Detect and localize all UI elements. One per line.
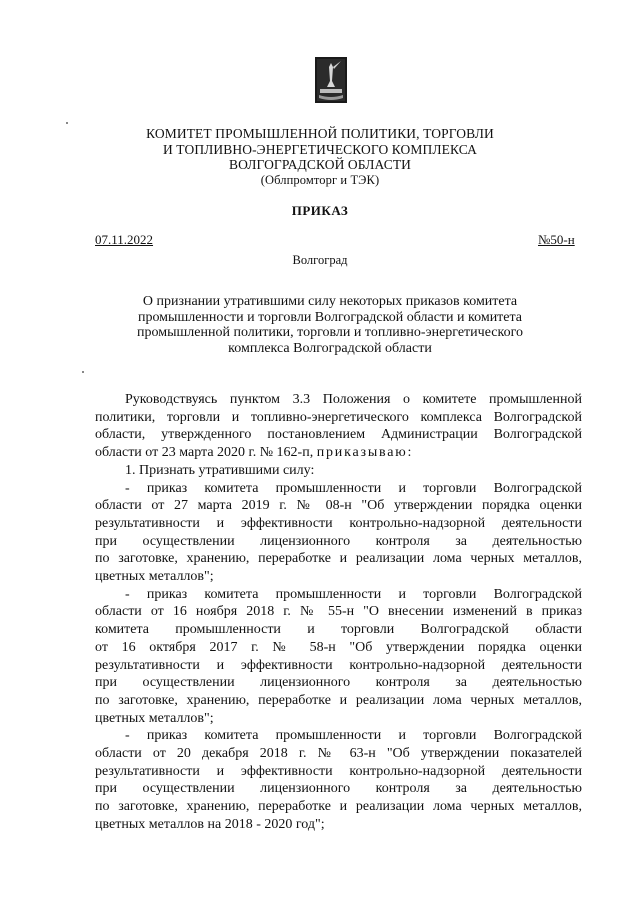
body-line: области от 16 ноября 2018 г. № 55-н "О внесении изменений в приказ (95, 604, 582, 620)
org-name-line-3: ВОЛГОГРАДСКОЙ ОБЛАСТИ (228, 157, 412, 172)
body-line: при осуществлении лицензионного контроля за деятельностью (95, 533, 582, 549)
document-number: №50-н (538, 232, 575, 247)
body-line: Руководствуясь пунктом 3.3 Положения о комитете промышленной (125, 392, 582, 407)
body-line: - приказ комитета промышленности и торговли Волгоградской (125, 728, 582, 744)
preamble-end: области от 23 марта 2020 г. № 162-п, (95, 445, 314, 461)
body-line: по заготовке, хранению, переработке и реализации лома черных металлов, (95, 551, 582, 567)
scan-speck (66, 122, 68, 124)
body-line: цветных металлов на 2018 - 2020 год"; (95, 816, 325, 832)
item-1: 1. Признать утратившими силу: (125, 462, 315, 478)
org-abbreviation: (Облпромторг и ТЭК) (260, 172, 380, 187)
body-line: цветных металлов"; (95, 710, 214, 726)
body-line: от 16 октября 2017 г. № 58-н "Об утверждении порядка оценки (95, 639, 582, 655)
org-name-line-2: И ТОПЛИВНО-ЭНЕРГЕТИЧЕСКОГО КОМПЛЕКСА (162, 141, 477, 157)
subject-line: промышленности и торговли Волгоградской области и комитета (137, 309, 523, 325)
body-line: по заготовке, хранению, переработке и реализации лома черных металлов, (95, 692, 582, 708)
body-line: цветных металлов"; (95, 569, 214, 585)
volgograd-coat-of-arms-icon (315, 57, 347, 103)
body-line: области, утвержденного постановлением Администрации Волгоградской (95, 427, 582, 443)
document-date: 07.11.2022 (95, 232, 154, 247)
body-line: результативности и эффективности контрольно-надзорной деятельности (95, 515, 582, 531)
body-line: - приказ комитета промышленности и торговли Волгоградской (125, 480, 582, 496)
clause-b (95, 586, 582, 728)
clause-c (95, 727, 582, 833)
organization-header (0, 126, 640, 188)
body-line (95, 444, 582, 462)
body-line: области от 27 марта 2019 г. № 08-н "Об утверждении порядка оценки (95, 498, 582, 514)
body-line: области от 20 декабря 2018 г. № 63-н "Об утверждении показателей (95, 746, 582, 762)
document-city: Волгоград (292, 253, 348, 267)
org-name-line-1: КОМИТЕТ ПРОМЫШЛЕННОЙ ПОЛИТИКИ, ТОРГОВЛИ (146, 126, 494, 141)
body-line: при осуществлении лицензионного контроля за деятельностью (95, 781, 582, 797)
document-body (95, 391, 582, 834)
preamble-paragraph (95, 391, 582, 462)
body-line: - приказ комитета промышленности и торговли Волгоградской (125, 586, 582, 602)
scan-speck (82, 371, 84, 373)
body-line: политики, торговли и топливно-энергетического комплекса Волгоградской (95, 409, 582, 425)
clause-a (95, 480, 582, 586)
document-subject (110, 294, 550, 356)
body-line: комитета промышленности и торговли Волгоградской области (95, 622, 582, 638)
body-line: результативности и эффективности контрольно-надзорной деятельности (95, 763, 582, 779)
subject-line: комплекса Волгоградской области (228, 340, 432, 356)
subject-line: О признании утратившими силу некоторых приказов комитета (142, 294, 518, 309)
body-line: результативности и эффективности контрольно-надзорной деятельности (95, 657, 582, 673)
subject-line: промышленной политики, торговли и топливно-энергетического (137, 325, 523, 340)
document-type-title: ПРИКАЗ (291, 203, 349, 218)
order-word: приказываю: (316, 445, 414, 461)
body-line: по заготовке, хранению, переработке и реализации лома черных металлов, (95, 799, 582, 815)
body-line: при осуществлении лицензионного контроля за деятельностью (95, 675, 582, 691)
